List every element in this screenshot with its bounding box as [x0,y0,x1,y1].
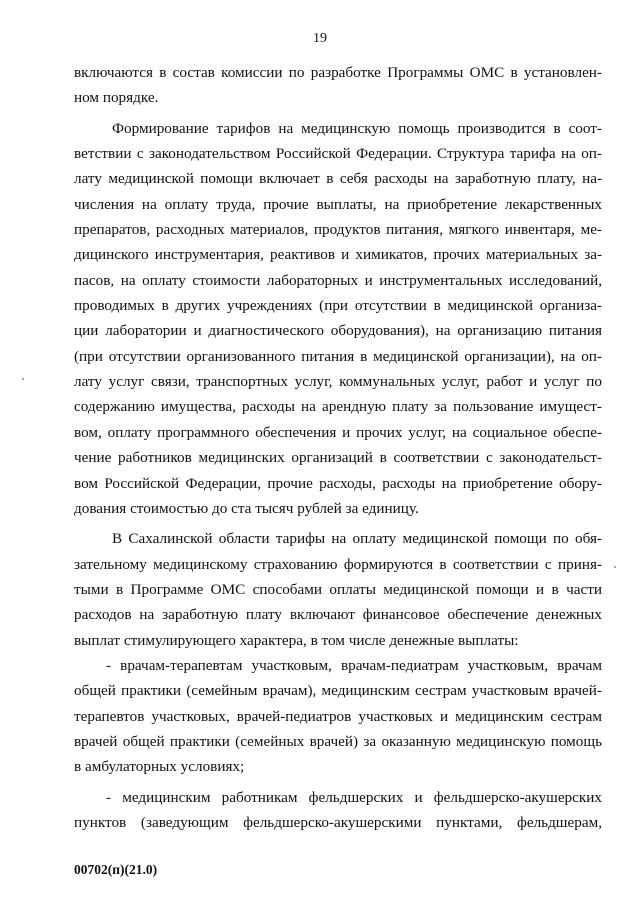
text-line: терапевтов участковых, врачей-педиатров участковых и медицинским сестрам [74,707,602,725]
page-number: 19 [313,31,327,46]
text-line: дицинского инструментария, реактивов и химикатов, прочих материальных за- [74,246,602,264]
text-line: ветствии с законодательством Российской Федерации. Структура тарифа на оп- [74,145,602,163]
text-line: включаются в состав комиссии по разработке Программы ОМС в установлен- [74,64,602,81]
scan-speck [22,378,24,380]
text-line: Формирование тарифов на медицинскую помощь производится в соот- [112,119,602,137]
text-line: выплат стимулирующего характера, в том числе денежные выплаты: [74,631,519,649]
text-line: в амбулаторных условиях; [74,758,245,776]
text-line: (при отсутствии организованного питания в медицинской организации), на оп- [74,347,602,365]
document-body [74,60,602,835]
text-line: В Сахалинской области тарифы на оплату медицинской помощи по обя- [112,530,602,548]
document-code: 00702(п)(21.0) [74,862,158,877]
text-line: препаратов, расходных материалов, продуктов питания, мягкого инвентаря, ме- [74,221,602,239]
text-line: пунктов (заведующим фельдшерско-акушерскими пунктами, фельдшерам, [74,813,602,831]
text-line: лату медицинской помощи включает в себя расходы на заработную плату, на- [74,170,602,188]
text-line: вом, оплату программного обеспечения и прочих услуг, на социальное обеспе- [74,423,602,441]
text-line: общей практики (семейным врачам), медицинским сестрам участковым врачей- [74,682,602,700]
text-line: содержанию имущества, расходы на арендную плату за пользование имущест- [74,398,602,416]
text-line: дования стоимостью до ста тысяч рублей за единицу. [74,499,419,517]
scan-speck [614,566,616,568]
text-line: - врачам-терапевтам участковым, врачам-педиатрам участковым, врачам [106,656,602,674]
text-line: ном порядке. [74,89,159,107]
text-line: зательному медицинскому страхованию формируются в соответствии с приня- [74,555,602,573]
text-line: чение работников медицинских организаций в соответствии с законодательст- [74,449,602,467]
text-line: - медицинским работникам фельдшерских и фельдшерско-акушерских [106,788,602,806]
text-line: тыми в Программе ОМС способами оплаты медицинской помощи и в части [74,580,602,598]
text-line: ции лаборатории и диагностического оборудования), на организацию питания [74,322,602,340]
text-line: лату услуг связи, транспортных услуг, коммунальных услуг, работ и услуг по [74,373,602,391]
text-line: врачей общей практики (семейных врачей) за оказанную медицинскую помощь [74,732,602,750]
text-line: вом Российской Федерации, прочие расходы, расходы на приобретение обору- [74,474,602,492]
text-line: проводимых в других учреждениях (при отсутствии в медицинской организа- [74,297,602,315]
text-line: числения на оплату труда, прочие выплаты, на приобретение лекарственных [74,195,602,213]
text-line: пасов, на оплату стоимости лабораторных и инструментальных исследований, [74,271,602,289]
text-line: расходов на заработную плату включают финансовое обеспечение денежных [74,606,602,624]
